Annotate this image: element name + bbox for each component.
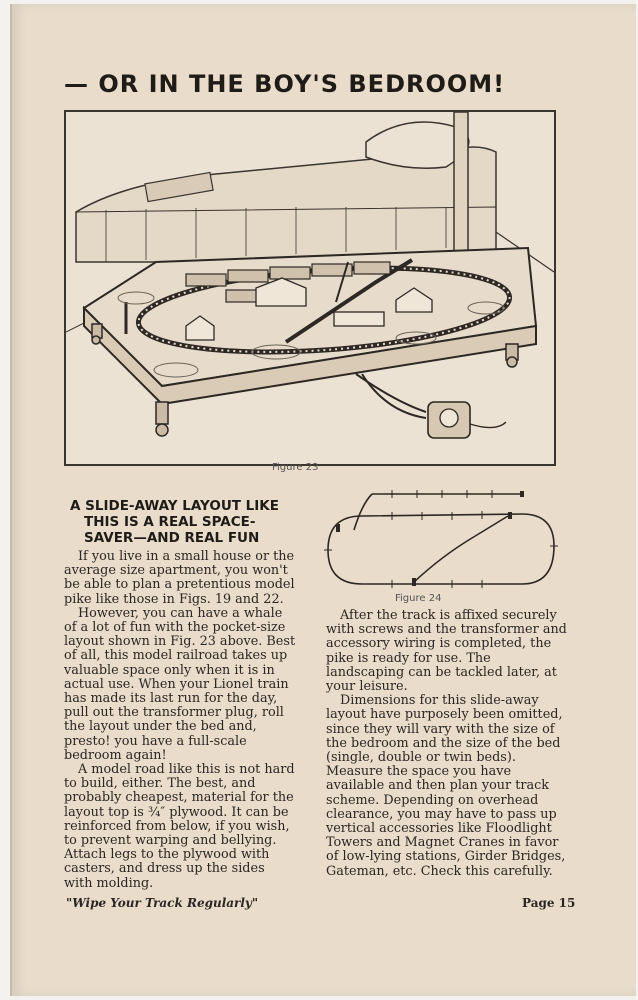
section-subheading xyxy=(70,498,300,546)
paragraph: A model road like this is not hard to build, either. The best, and probably cheapest, material for the layout top is ¾″ plywood. It can be reinforced from below, if you wish, to prevent warping and bellying. Attach legs to the plywood with casters, and dress up the sides with molding. xyxy=(64,762,295,891)
paragraph: Dimensions for this slide-away layout have purposely been omitted, since they will vary with the size of the bedroom and the size of the bed (single, double or twin beds). Measure the space you have available and then plan your track scheme. Depending on overhead clearance, you may have to pass up vertical accessories like Floodlight Towers and Magnet Cranes in favor of low-lying stations, Girder Bridges, Gateman, etc. Check this carefully. xyxy=(326,693,566,879)
paragraph: If you live in a small house or the average size apartment, you won't be able to plan a pretentious model pike like those in Figs. 19 and 22. xyxy=(64,549,295,607)
subheading-line: SAVER—AND REAL FUN xyxy=(84,530,260,546)
figure-23-caption: Figure 23 xyxy=(272,462,319,473)
crossover-track xyxy=(414,516,508,582)
track-loop xyxy=(328,514,554,584)
subheading-line: THIS IS A REAL SPACE- xyxy=(84,514,256,530)
figure-24-track-plan xyxy=(322,486,560,592)
paragraph: After the track is affixed securely with screws and the transformer and accessory wiring is completed, the pike is ready for use. The landscaping can be tackled later, at your leisure. xyxy=(326,608,567,695)
siding-connector xyxy=(354,494,372,530)
subheading-line: A SLIDE-AWAY LAYOUT LIKE xyxy=(70,498,279,514)
figure-24-caption: Figure 24 xyxy=(395,593,442,604)
bedroom-train-layout-drawing xyxy=(66,112,554,464)
page-title: — OR IN THE BOY'S BEDROOM! xyxy=(64,70,506,98)
left-column-text xyxy=(64,550,296,891)
paragraph: However, you can have a whale of a lot of fun with the pocket-size layout shown in Fig. 23 above. Best of all, this model railroad takes up valuable space only when it is in actual use. When your Lionel train has made its last run for the day, pull out the transformer plug, roll the layout under the bed and, presto! you have a full-scale bedroom again! xyxy=(64,605,296,763)
right-column-text xyxy=(326,609,572,879)
footer-motto: "Wipe Your Track Regularly" xyxy=(66,896,259,910)
page-number: Page 15 xyxy=(522,896,576,910)
figure-23-illustration xyxy=(64,110,556,466)
